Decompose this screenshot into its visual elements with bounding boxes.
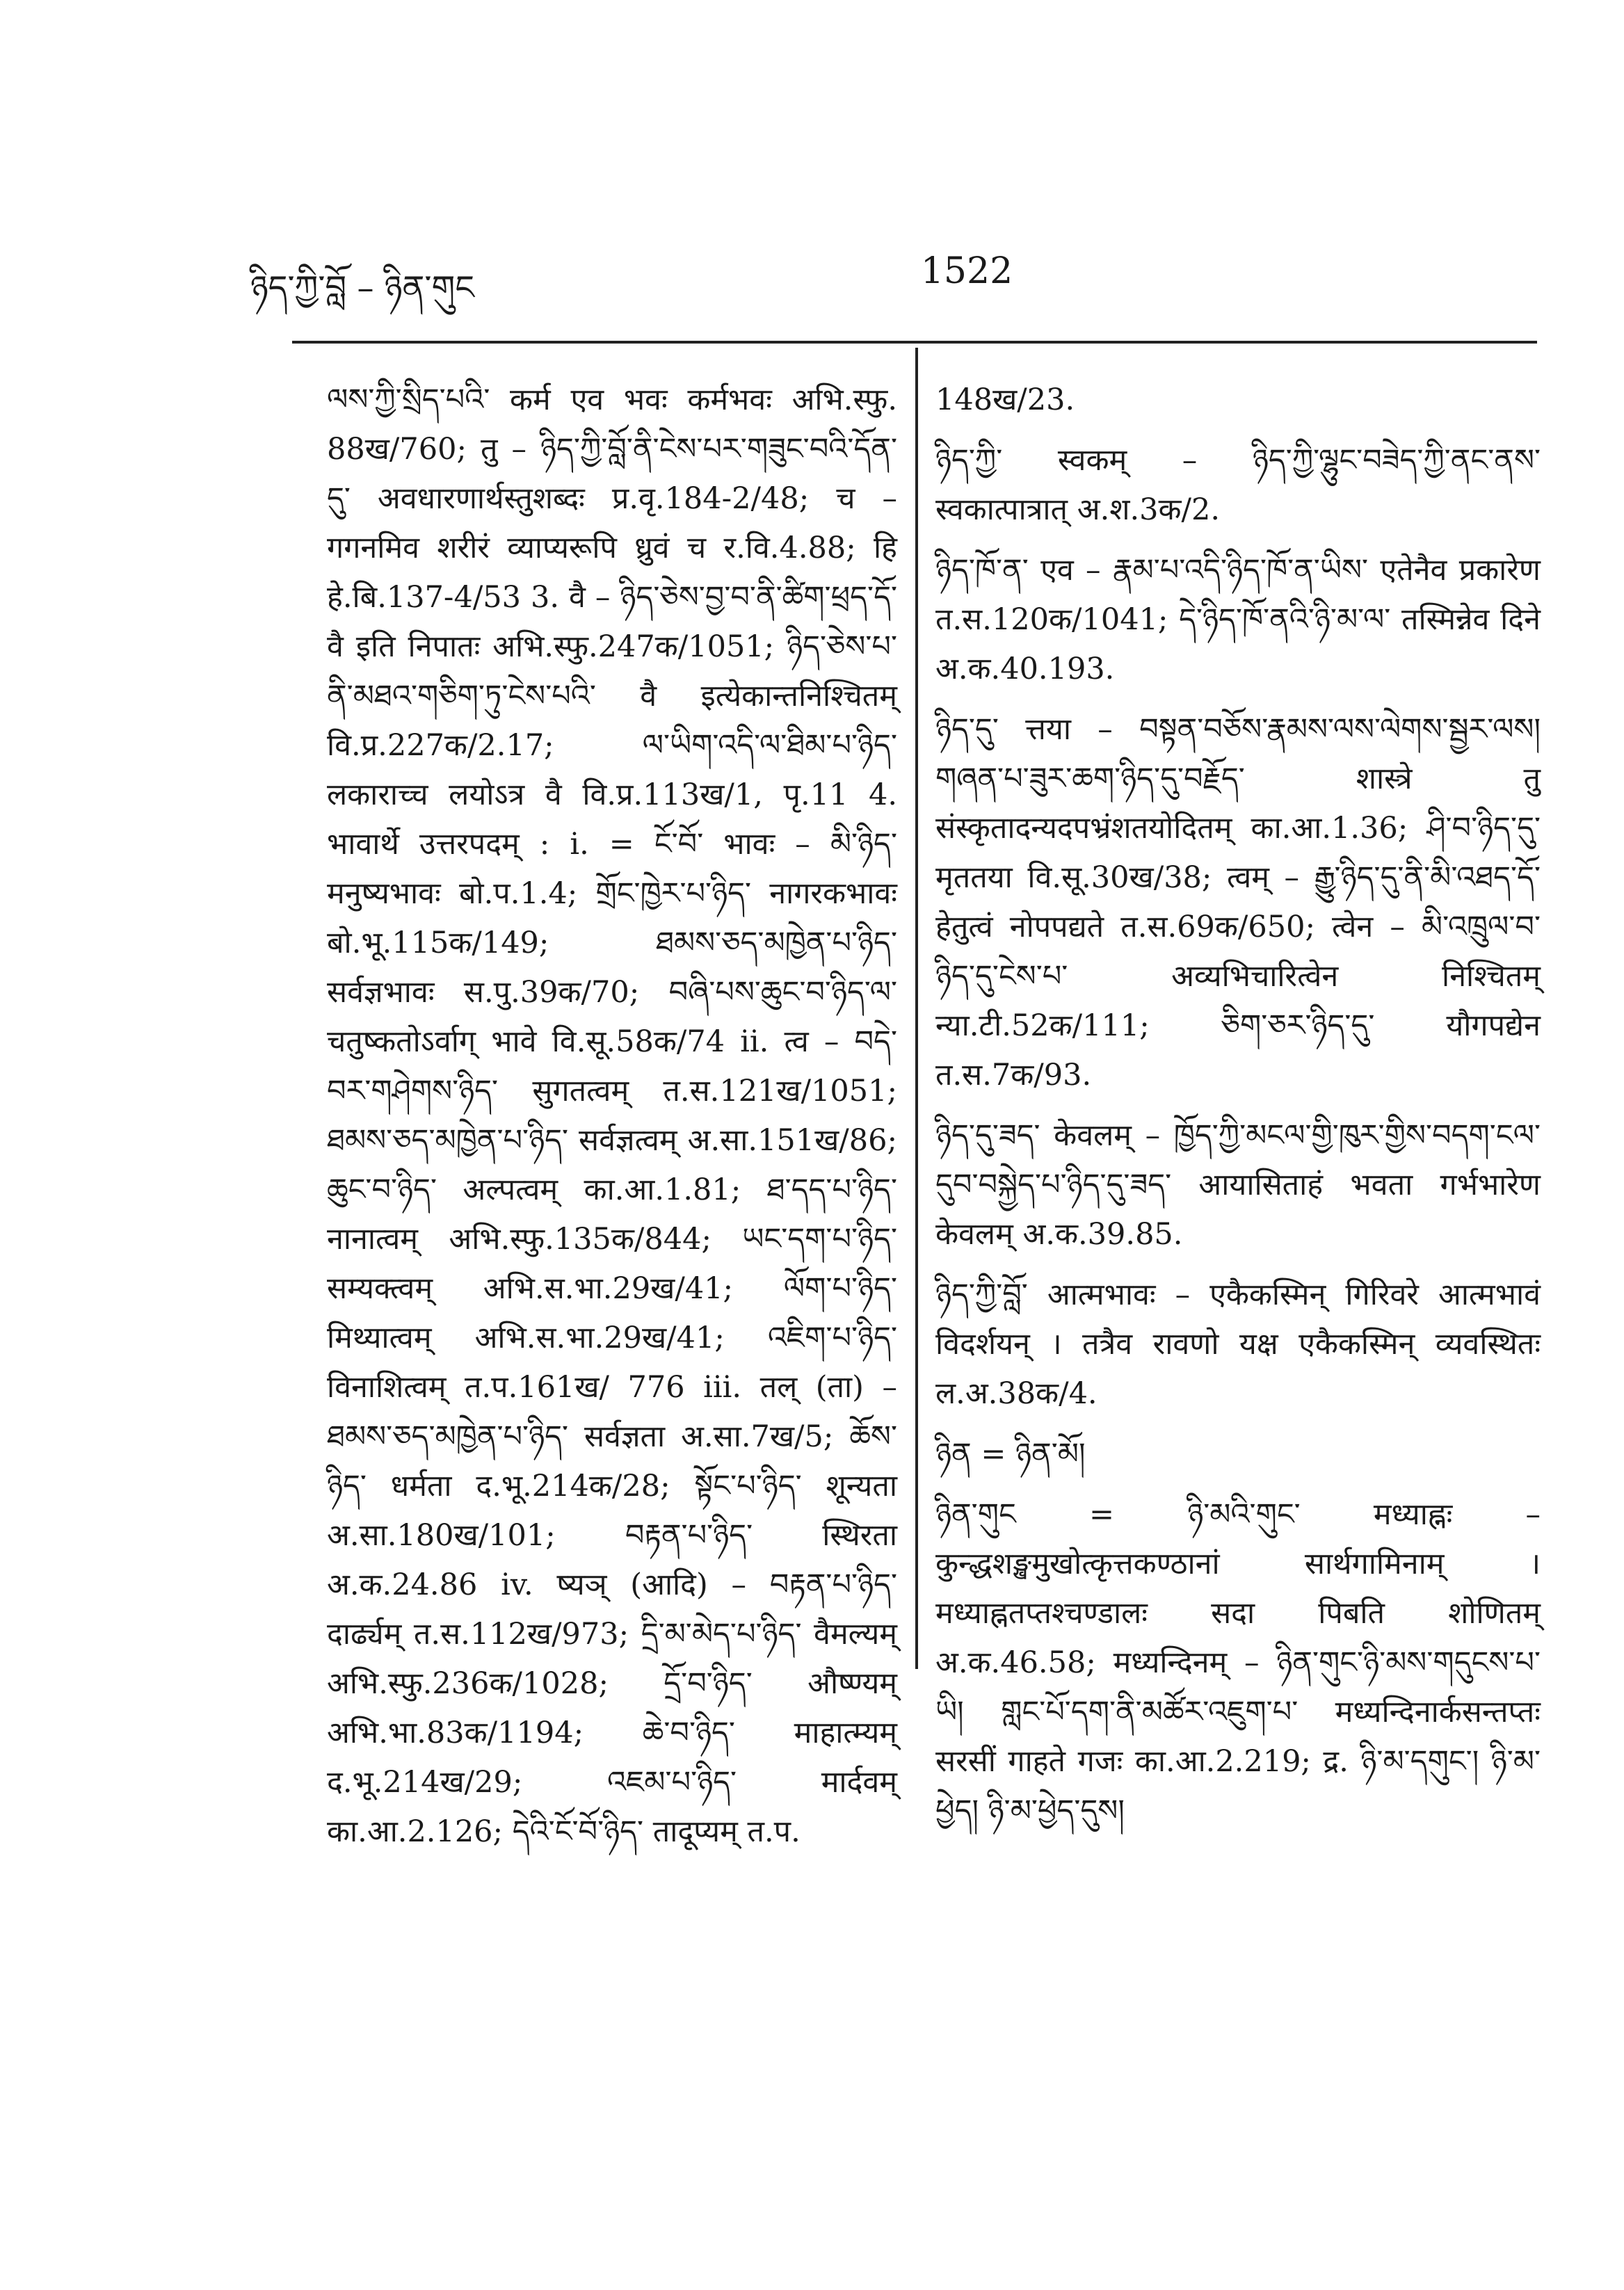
entry-paragraph: ཉིན = ཉིན་མོ། bbox=[935, 1437, 1086, 1471]
entry-paragraph: ཉིད་ཀྱི་བློ་ आत्मभावः – एकैकस्मिन् गिरिवरे आत्मभावं विदर्शयन् । तत्रैव रावणो यक्ष एकैकस्मिन् व्यवस्थितः ल.अ.38क/4. bbox=[935, 1277, 1541, 1411]
entry-paragraph: 148ख/23. bbox=[935, 382, 1075, 417]
page-number: 1522 bbox=[920, 250, 1013, 292]
entry-paragraph: ཉིན་གུང = ཉི་མའི་གུང་ मध्याह्नः – कुन्द्धशङ्खमुखोत्कृत्तकण्ठानां सार्थगामिनाम् । मध्याह्नतप्तश्चण्डालः सदा पिबति शोणितम् अ.क.46.58; मध्यन्दिनम् – ཉིན་གུང་ཉི་མས་གདུངས་པ་ཡི། གླང་པོ་དག་ནི་མཚོར་འཇུག་པ་ मध्यन्दिनार्कसन्तप्तः सरसीं गाहते गजः का.आ.2.219; द्र. ཉི་མ་དགུང་། ཉི་མ་ཕྱེད། ཉི་མ་ཕྱེད་དུས། bbox=[935, 1497, 1541, 1828]
entry-paragraph: ལས་ཀྱི་སྲིད་པའི་ कर्म एव भवः कर्मभवः अभि.स्फु. 88ख/760; तु – ཉིད་ཀྱི་བློ་ནི་ངེས་པར་གཟུང་བའི་དོན་དུ་ अवधारणार्थस्तुशब्दः प्र.वृ.184-2/48; च – गगनमिव शरीरं व्याप्यरूपि ध्रुवं च र.वि.4.88; हि हे.बि.137-4/53 3. वै – ཉིད་ཅེས་བྱ་བ་ནི་ཚིག་ཕྲད་དོ་ वै इति निपातः अभि.स्फु.247क/1051; ཉིད་ཅེས་པ་ནི་མཐའ་གཅིག་ཏུ་ངེས་པའི་ वै इत्येकान्तनिश्चितम् वि.प्र.227क/2.17; ལ་ཡིག་འདི་ལ་ཐིམ་པ་ཉིད་ लकाराच्च लयोऽत्र वै वि.प्र.113ख/1, पृ.11 4. भावार्थे उत्तरपदम् : i. = ངོ་བོ་ भावः – མི་ཉིད་ मनुष्यभावः बो.प.1.4; གྲོང་ཁྱེར་པ་ཉིད་ नागरकभावः बो.भू.115क/149; ཐམས་ཅད་མཁྱེན་པ་ཉིད་ सर्वज्ञभावः स.पु.39क/70; བཞི་པས་ཆུང་བ་ཉིད་ལ་ चतुष्कतोऽर्वाग् भावे वि.सू.58क/74 ii. त्व – བདེ་བར་གཤེགས་ཉིད་ सुगतत्वम् त.स.121ख/1051; ཐམས་ཅད་མཁྱེན་པ་ཉིད་ सर्वज्ञत्वम् अ.सा.151ख/86; ཆུང་བ་ཉིད་ अल्पत्वम् का.आ.1.81; ཐ་དད་པ་ཉིད་ नानात्वम् अभि.स्फु.135क/844; ཡང་དག་པ་ཉིད་ सम्यक्त्वम् अभि.स.भा.29ख/41; ལོག་པ་ཉིད་ मिथ्यात्वम् अभि.स.भा.29ख/41; འཇིག་པ་ཉིད་ विनाशित्वम् त.प.161ख/ 776 iii. तल् (ता) – ཐམས་ཅད་མཁྱེན་པ་ཉིད་ सर्वज्ञता अ.सा.7ख/5; ཆོས་ཉིད་ धर्मता द.भू.214क/28; སྟོང་པ་ཉིད་ शून्यता अ.सा.180ख/101; བརྟན་པ་ཉིད་ स्थिरता अ.क.24.86 iv. ष्यञ् (आदि) – བརྟན་པ་ཉིད་ दार्ढ्यम् त.स.112ख/973; དྲི་མ་མེད་པ་ཉིད་ वैमल्यम् अभि.स्फु.236क/1028; དྲོ་བ་ཉིད་ औष्ण्यम् अभि.भा.83क/1194; ཆེ་བ་ཉིད་ माहात्म्यम् द.भू.214ख/29; འཇམ་པ་ཉིད་ मार्दवम् का.आ.2.126; དེའི་ངོ་བོ་ཉིད་ तादूप्यम् त.प. bbox=[327, 382, 897, 1849]
running-head: ཉིད་ཀྱི་བློ – ཉིན་གུང bbox=[250, 268, 474, 307]
page-header bbox=[250, 250, 1530, 306]
right-column bbox=[935, 376, 1541, 1847]
entry-paragraph: ཉིད་ཁོ་ན་ एव – རྣམ་པ་འདི་ཉིད་ཁོ་ན་ཡིས་ एतेनैव प्रकारेण त.स.120क/1041; དེ་ཉིད་ཁོ་ནའི་ཉི་མ་ལ་ तस्मिन्नेव दिने अ.क.40.193. bbox=[935, 553, 1541, 686]
entry-paragraph: ཉིད་དུ་ཟད་ केवलम् – ཁྱོད་ཀྱི་མངལ་གྱི་ཁུར་གྱིས་བདག་ངལ་དུབ་བསྐྱེད་པ་ཉིད་དུ་ཟད་ आयासिताहं भवता गर्भभारेण केवलम् अ.क.39.85. bbox=[935, 1118, 1541, 1252]
left-column bbox=[327, 376, 897, 1857]
column-divider bbox=[915, 348, 918, 1669]
entry-paragraph: ཉིད་དུ་ त्तया – བསྟན་བཅོས་རྣམས་ལས་ལེགས་སྦྱར་ལས། གཞན་པ་ཟུར་ཆག་ཉིད་དུ་བརྗོད་ शास्त्रे तु संस्कृतादन्यदपभ्रंशतयोदितम् का.आ.1.36; ཤི་བ་ཉིད་དུ་ मृततया वि.सू.30ख/38; त्वम् – རྒྱུ་ཉིད་དུ་ནི་མི་འཐད་དོ་ हेतुत्वं नोपपद्यते त.स.69क/650; त्वेन – མི་འཁྲུལ་བ་ཉིད་དུ་ངེས་པ་ अव्यभिचारित्वेन निश्चितम् न्या.टी.52क/111; ཅིག་ཅར་ཉིད་དུ་ यौगपद्येन त.स.7क/93. bbox=[935, 712, 1541, 1092]
header-rule bbox=[292, 341, 1537, 344]
entry-paragraph: ཉིད་ཀྱི་ स्वकम् – ཉིད་ཀྱི་ལྷུང་བཟེད་ཀྱི་ནང་ནས་ स्वकात्पात्रात् अ.श.3क/2. bbox=[935, 443, 1541, 527]
